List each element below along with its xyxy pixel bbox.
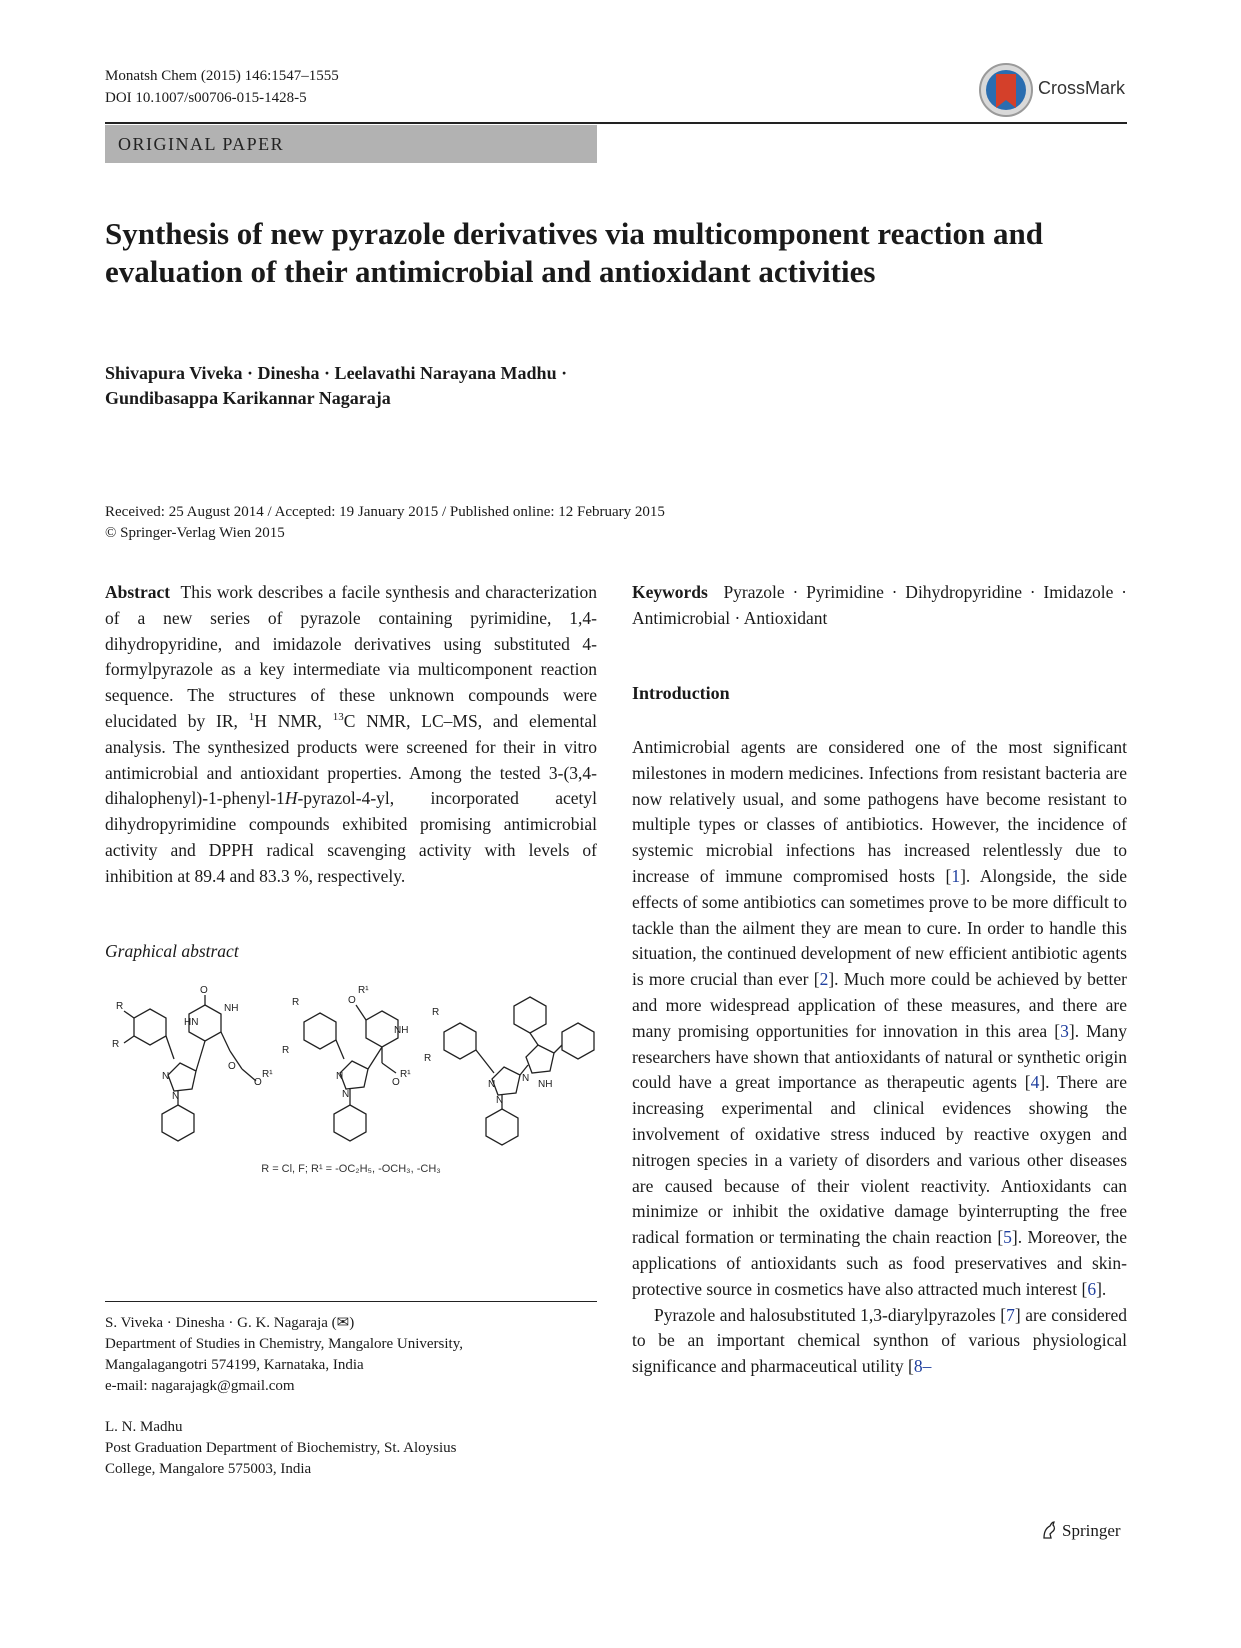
keywords-list: Pyrazole · Pyrimidine · Dihydropyridine · Imidazole · Antimicrobial · Antioxidant — [632, 582, 1127, 628]
introduction-body — [632, 735, 1127, 1380]
nmr-sup-13: 13 — [332, 711, 344, 724]
citation-link[interactable]: 4 — [1030, 1072, 1040, 1093]
affiliation-dept: Post Graduation Department of Biochemistry, St. Aloysius — [105, 1440, 457, 1456]
citation-link[interactable]: 1 — [951, 865, 961, 886]
svg-text:N: N — [488, 1079, 496, 1090]
affiliation-block — [105, 1313, 597, 1397]
header-divider — [105, 122, 1127, 124]
footnote-divider — [105, 1301, 597, 1302]
svg-text:O: O — [392, 1077, 400, 1088]
intro-text: Pyrazole and halosubstituted 1,3-diarylpyrazoles [ — [654, 1304, 1007, 1325]
affiliation-address: Mangalagangotri 574199, Karnataka, India — [105, 1357, 364, 1373]
svg-text:N: N — [342, 1089, 350, 1100]
intro-paragraph-2 — [632, 1303, 1127, 1380]
svg-text:HN: HN — [184, 1017, 199, 1028]
abstract-label: Abstract — [105, 582, 171, 602]
publication-dates — [105, 502, 865, 544]
graphical-abstract-structures — [110, 985, 590, 1183]
svg-text:O: O — [254, 1077, 262, 1088]
citation-link[interactable]: 5 — [1003, 1227, 1012, 1248]
svg-text:N: N — [496, 1095, 504, 1106]
citation-link[interactable]: 2 — [819, 969, 829, 990]
keywords-label: Keywords — [632, 582, 708, 602]
doi-link[interactable]: DOI 10.1007/s00706-015-1428-5 — [105, 90, 307, 106]
springer-horse-icon — [1040, 1520, 1058, 1540]
svg-text:R: R — [424, 1053, 432, 1064]
citation-link[interactable]: 7 — [1006, 1304, 1015, 1325]
history-dates: Received: 25 August 2014 / Accepted: 19 January 2015 / Published online: 12 February 2015 — [105, 504, 665, 520]
intro-text: Antimicrobial agents are considered one of the most significant milestones in modern medicines. Infections from resistant bacteria are now relatively usual, and some pathogens have become resistant to multiple types or classes of antibiotics. However, the incidence of systemic microbial infections has increased relentlessly due to increase of immune compromised hosts [ — [632, 737, 1127, 886]
svg-text:NH: NH — [394, 1025, 409, 1036]
introduction-heading: Introduction — [632, 683, 730, 703]
crossmark-badge[interactable] — [978, 62, 1128, 118]
svg-text:R: R — [282, 1045, 290, 1056]
article-title: Synthesis of new pyrazole derivatives via multicomponent reaction and evaluation of their antimicrobial and antioxidant activities — [105, 216, 1044, 289]
publisher-logo — [1040, 1520, 1121, 1541]
keywords — [632, 580, 1127, 632]
authors-line-1: Shivapura Viveka · Dinesha · Leelavathi Narayana Madhu · — [105, 363, 568, 383]
structure-dihydropyridine-labels — [282, 985, 411, 1100]
svg-text:R¹: R¹ — [358, 985, 369, 996]
svg-text:R: R — [112, 1039, 120, 1050]
svg-text:N: N — [336, 1071, 344, 1082]
intro-text: ]. There are increasing experimental and clinical evidences showing the involvement of oxidative stress induced by reactive oxygen and nitrogen species in a variety of disorders and various other diseases are caused because of their violent reactivity. Antioxidants can minimize or inhibit the oxidative damage byinterrupting the free radical formation or terminating the chain reaction [ — [632, 1072, 1127, 1248]
crossmark-label: CrossMark — [1038, 78, 1126, 98]
copyright-line: © Springer-Verlag Wien 2015 — [105, 525, 285, 541]
graphical-abstract-label: Graphical abstract — [105, 941, 239, 961]
intro-text: ] are considered to be an important chemical synthon of various physiological significance and pharmaceutical utility [ — [632, 1304, 1127, 1377]
intro-text: ]. Alongside, the side effects of some antibiotics can sometimes prove to be more difficult to tackle than the ailment they are mean to cure. In order to handle this situation, the continued development of new efficient antibiotic agents is more crucial than ever [ — [632, 865, 1127, 990]
abstract-italic-h: H — [284, 788, 298, 809]
svg-text:O: O — [228, 1061, 236, 1072]
abstract-text-a: This work describes a facile synthesis and characterization of a new series of pyrazole containing pyrimidine, 1,4-dihydropyridine, and imidazole derivatives using substituted 4-formylpyrazole as a key intermediate via multicomponent reaction sequence. The structures of these unknown compounds were elucidated by IR, — [105, 582, 597, 731]
affiliation-address: College, Mangalore 575003, India — [105, 1461, 312, 1477]
intro-paragraph-1 — [632, 735, 1127, 1303]
citation-link[interactable]: 6 — [1087, 1278, 1097, 1299]
affiliation-dept: Department of Studies in Chemistry, Mangalore University, — [105, 1336, 463, 1352]
affiliation-block — [105, 1417, 597, 1480]
journal-reference: Monatsh Chem (2015) 146:1547–1555 — [105, 68, 339, 84]
svg-text:N: N — [522, 1073, 530, 1084]
abstract — [105, 580, 597, 890]
citation-link[interactable]: 3 — [1060, 1020, 1069, 1041]
publisher-name: Springer — [1062, 1521, 1121, 1540]
graphical-abstract-caption: R = Cl, F; R¹ = -OC₂H₅, -OCH₃, -CH₃ — [261, 1163, 441, 1175]
svg-text:R: R — [292, 997, 300, 1008]
affiliation-names: S. Viveka · Dinesha · G. K. Nagaraja (✉) — [105, 1315, 355, 1331]
intro-text: ]. Much more could be achieved by better and more widespread application of these measures, and there are many promising opportunities for innovation in this area [ — [632, 969, 1127, 1041]
affiliation-names: L. N. Madhu — [105, 1419, 183, 1435]
corresponding-email[interactable]: e-mail: nagarajagk@gmail.com — [105, 1378, 295, 1394]
section-banner — [105, 125, 597, 163]
svg-text:NH: NH — [224, 1003, 239, 1014]
nmr-sup-1: 1 — [248, 711, 255, 724]
structure-dihydropyridine — [304, 1005, 398, 1141]
structure-imidazole-labels — [424, 1007, 552, 1106]
crossmark-icon — [978, 62, 1034, 118]
abstract-text-c: C NMR, LC–MS, and elemental analysis. The synthesized products were screened for their in vitro antimicrobial and antioxidant properties. Among the tested 3-(3,4-dihalophenyl)-1-phenyl-1 — [105, 710, 597, 809]
svg-text:O: O — [348, 995, 356, 1006]
structure-imidazole — [444, 997, 594, 1145]
intro-text: ]. Many researchers have shown that antioxidants of natural or synthetic origin could have a great importance as therapeutic agents [ — [632, 1020, 1128, 1093]
intro-text: ]. — [1096, 1278, 1107, 1299]
section-banner-label: ORIGINAL PAPER — [118, 134, 285, 154]
intro-text: ]. Moreover, the applications of antioxidants such as food preservatives and skin-protective source in cosmetics have also attracted much interest [ — [632, 1227, 1127, 1299]
author-list — [105, 361, 865, 411]
svg-text:N: N — [162, 1071, 170, 1082]
svg-text:NH: NH — [538, 1079, 553, 1090]
svg-text:N: N — [172, 1091, 180, 1102]
svg-text:R: R — [116, 1001, 124, 1012]
citation-link[interactable]: 8– — [913, 1356, 932, 1377]
svg-text:O: O — [200, 985, 208, 996]
abstract-text-d: -pyrazol-4-yl, incorporated acetyl dihydropyrimidine compounds exhibited promising antimicrobial activity and DPPH radical scavenging activity with levels of inhibition at 89.4 and 83.3 %, respectively. — [105, 788, 597, 886]
svg-text:R¹: R¹ — [400, 1069, 411, 1080]
authors-line-2: Gundibasappa Karikannar Nagaraja — [105, 388, 391, 408]
svg-text:R: R — [432, 1007, 440, 1018]
abstract-text-b: H NMR, — [254, 710, 333, 731]
svg-text:R¹: R¹ — [262, 1069, 273, 1080]
